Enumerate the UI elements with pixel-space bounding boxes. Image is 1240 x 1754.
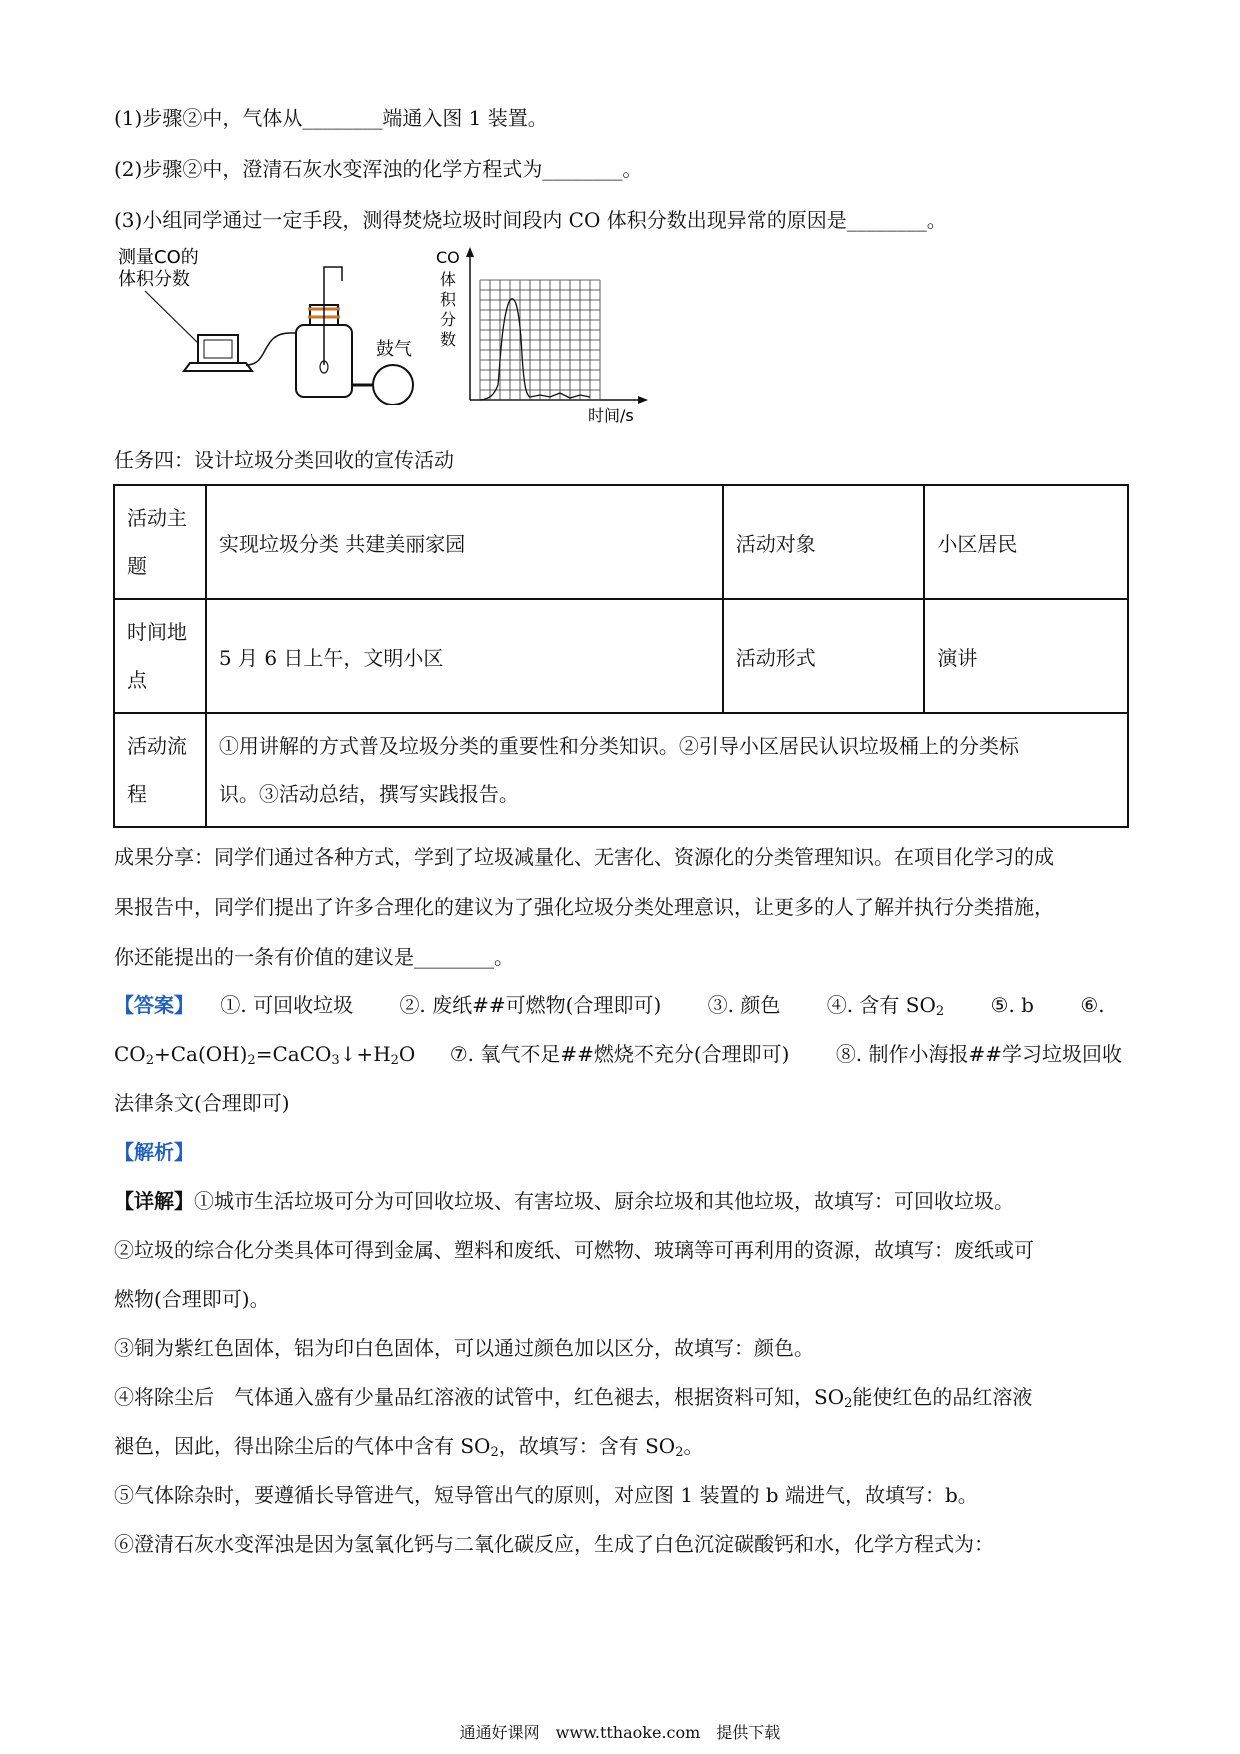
table-row [114,485,1128,599]
blower-icon [352,365,413,405]
blower-label: 鼓气 [376,339,412,360]
table-header-cell: 活动对象 [723,485,925,599]
table-header-cell: 活动主 题 [114,485,206,599]
share-line-2: 果报告中，同学们提出了许多合理化的建议为了强化垃圾分类处理意识，让更多的人了解并执行分类措施， [114,895,1054,919]
answer-tag: 【答案】 [114,993,194,1017]
table-header-cell: 活动形式 [723,599,925,713]
plot-ylabel-2: 积 [440,290,457,309]
plot-ylabel-4: 数 [440,330,457,349]
answer-line-2: $CO_2+Ca(OH)_2=CaCO_3↓+H_2O$ ⑦. 氧气不足##燃烧不充分(合理即可) ⑧. 制作小海报##学习垃圾回收 [114,1042,1123,1068]
analysis-tag: 【解析】 [114,1140,194,1164]
answer-line-1: 【答案】 ①. 可回收垃圾 ②. 废纸##可燃物(合理即可) ③. 颜色 ④. 含有 $SO_2$ ⑤. b ⑥. [114,993,1105,1019]
analysis-p6: ⑥澄清石灰水变浑浊是因为氢氧化钙与二氧化碳反应，生成了白色沉淀碳酸钙和水，化学方程式为： [114,1532,994,1556]
apparatus-figure [110,245,430,405]
plot-ylabel-1: 体 [440,270,457,289]
share-line-1: 成果分享：同学们通过各种方式，学到了垃圾减量化、无害化、资源化的分类管理知识。在项目化学习的成 [114,845,1054,869]
plot-ylabel-0: CO [436,248,460,267]
analysis-p2b: 燃物(合理即可)。 [114,1287,270,1311]
share-line-3: 你还能提出的一条有价值的建议是________。 [114,945,514,969]
plot-xlabel: 时间/s [588,406,634,425]
analysis-p4a: ④将除尘后 气体通入盛有少量品红溶液的试管中，红色褪去，根据资料可知，$SO_2$能使红色的品红溶液 [114,1385,1033,1411]
computer-icon [184,335,252,371]
table-row [114,599,1128,713]
table-header-cell: 活动流 程 [114,713,206,827]
co-plot-figure [430,245,650,425]
question-1: (1)步骤②中，气体从________端通入图 1 装置。 [114,106,548,130]
equation: $CO_2+Ca(OH)_2=CaCO_3↓+H_2O$ [114,1042,416,1068]
analysis-p5: ⑤气体除杂时，要遵循长导管进气，短导管出气的原则，对应图 1 装置的 b 端进气，故填写：b。 [114,1483,978,1507]
analysis-p2a: ②垃圾的综合化分类具体可得到金属、塑料和废纸、可燃物、玻璃等可再利用的资源，故填写：废纸或可 [114,1238,1034,1262]
device-label-2: 体积分数 [118,269,190,290]
analysis-p4b: 褪色，因此，得出除尘后的气体中含有 $SO_2$，故填写：含有 $SO_2$。 [114,1434,704,1460]
plot-ylabel-3: 分 [440,310,457,329]
analysis-p1: 【详解】①城市生活垃圾可分为可回收垃圾、有害垃圾、厨余垃圾和其他垃圾，故填写：可回收垃圾。 [114,1189,1014,1213]
task4-title: 任务四：设计垃圾分类回收的宣传活动 [114,448,454,472]
table-cell: 实现垃圾分类 共建美丽家园 [206,485,723,599]
table-cell-process: ①用讲解的方式普及垃圾分类的重要性和分类知识。②引导小区居民认识垃圾桶上的分类标 识。③活动总结，撰写实践报告。 [206,713,1128,827]
question-3: (3)小组同学通过一定手段，测得焚烧垃圾时间段内 CO 体积分数出现异常的原因是________。 [114,208,947,232]
answer-line-3: 法律条文(合理即可) [114,1091,290,1115]
device-label-1: 测量CO的 [118,247,199,268]
table-row [114,713,1128,827]
table-cell: 小区居民 [924,485,1128,599]
table-cell: 5 月 6 日上午，文明小区 [206,599,723,713]
analysis-p3: ③铜为紫红色固体，铝为印白色固体，可以通过颜色加以区分，故填写：颜色。 [114,1336,814,1360]
activity-table [113,484,1129,828]
page-footer: 通通好课网 www.tthaoke.com 提供下载 [459,1723,781,1742]
table-cell: 演讲 [924,599,1128,713]
question-2: (2)步骤②中，澄清石灰水变浑浊的化学方程式为________。 [114,157,643,181]
gas-bottle-icon [296,267,352,397]
table-header-cell: 时间地 点 [114,599,206,713]
